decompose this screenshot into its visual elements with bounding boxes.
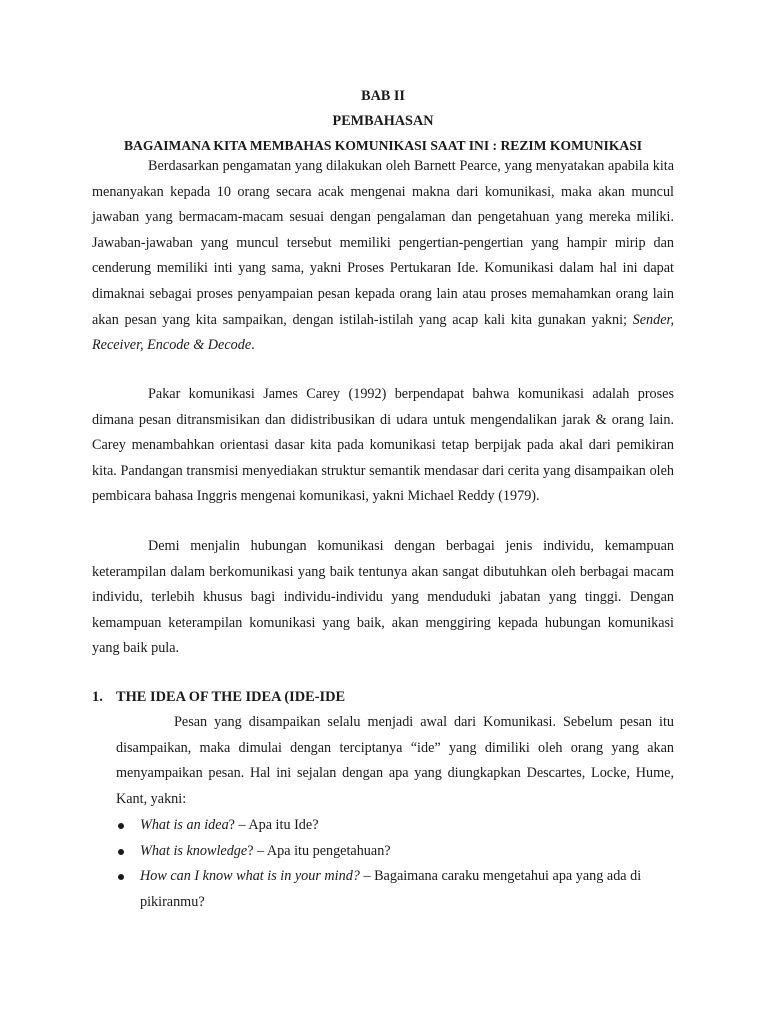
list-item-italic: What is an idea (140, 817, 229, 833)
list-item-text: – Bagaimana caraku mengetahui apa yang ada di pikiranmu? (140, 868, 642, 910)
paragraph-italic-terms: Sender, Receiver, Encode & Decode (92, 311, 674, 354)
list-item (92, 839, 674, 865)
paragraph-skills: Demi menjalin hubungan komunikasi dengan berbagai jenis individu, kemampuan keterampilan dalam berkomunikasi yang baik tentunya akan sangat dibutuhkan oleh berbagai macam individu, terlebih khusus bagi individu-individu yang menduduki jabatan yang tinggi. Dengan kemampuan keterampilan komunikasi yang baik, akan menggiring kepada hubungan komunikasi yang baik pula. (92, 538, 674, 657)
list-item-italic: How can I know what is in your mind? (140, 868, 360, 885)
paragraph-end: . (251, 337, 255, 354)
list-item-italic: What is knowledge (140, 842, 248, 859)
section-title-text: THE IDEA OF THE IDEA (IDE-IDE (116, 689, 346, 705)
bullet-icon (118, 874, 124, 880)
list-item-text: ? – Apa itu pengetahuan? (247, 842, 391, 859)
paragraph-text: Berdasarkan pengamatan yang dilakukan oleh Barnett Pearce, yang menyatakan apabila kita menanyakan kepada 10 orang secara acak mengenai makna dari komunikasi, maka akan muncul jawaban yang bermacam-macam sesuai dengan pengalaman dan pengetahuan yang mereka miliki. Jawaban-jawaban yang muncul tersebut memiliki pengertian-pengertian yang hampir mirip dan cenderung memiliki inti yang sama, yakni Proses Pertukaran Ide. Komunikasi dalam hal ini dapat dimaknai sebagai proses penyampaian pesan kepada orang lain atau proses memahamkan orang lain akan pesan yang kita sampaikan, dengan istilah-istilah yang acap kali kita gunakan yakni; (92, 158, 674, 328)
list-item (92, 813, 674, 839)
section-1-paragraph: Pesan yang disampaikan selalu menjadi awal dari Komunikasi. Sebelum pesan itu disampaikan, maka dimulai dengan terciptanya “ide” yang dimiliki oleh orang yang akan menyampaikan pesan. Hal ini sejalan dengan apa yang diungkapkan Descartes, Locke, Hume, Kant, yakni: (116, 714, 674, 807)
list-item-text: ? – Apa itu Ide? (228, 817, 319, 833)
question-list (92, 813, 674, 915)
paragraph-pearce (92, 154, 674, 359)
section-number: 1. (92, 689, 103, 705)
paragraph-carey: Pakar komunikasi James Carey (1992) berpendapat bahwa komunikasi adalah proses dimana pesan ditransmisikan dan didistribusikan di udara untuk mengendalikan jarak & orang lain. Carey menambahkan orientasi dasar kita pada komunikasi tetap berpijak pada akal dari pemikiran kita. Pandangan transmisi menyediakan struktur semantik mendasar dari cerita yang disampaikan oleh pembicara bahasa Inggris mengenai komunikasi, yakni Michael Reddy (1979). (92, 386, 674, 505)
bullet-icon (118, 849, 124, 855)
chapter-number: BAB II (361, 88, 405, 104)
bullet-icon (118, 823, 124, 829)
chapter-title: PEMBAHASAN (332, 113, 434, 129)
list-item (92, 864, 674, 915)
section-heading: BAGAIMANA KITA MEMBAHAS KOMUNIKASI SAAT INI : REZIM KOMUNIKASI (123, 138, 643, 153)
section-1-title (92, 686, 674, 708)
